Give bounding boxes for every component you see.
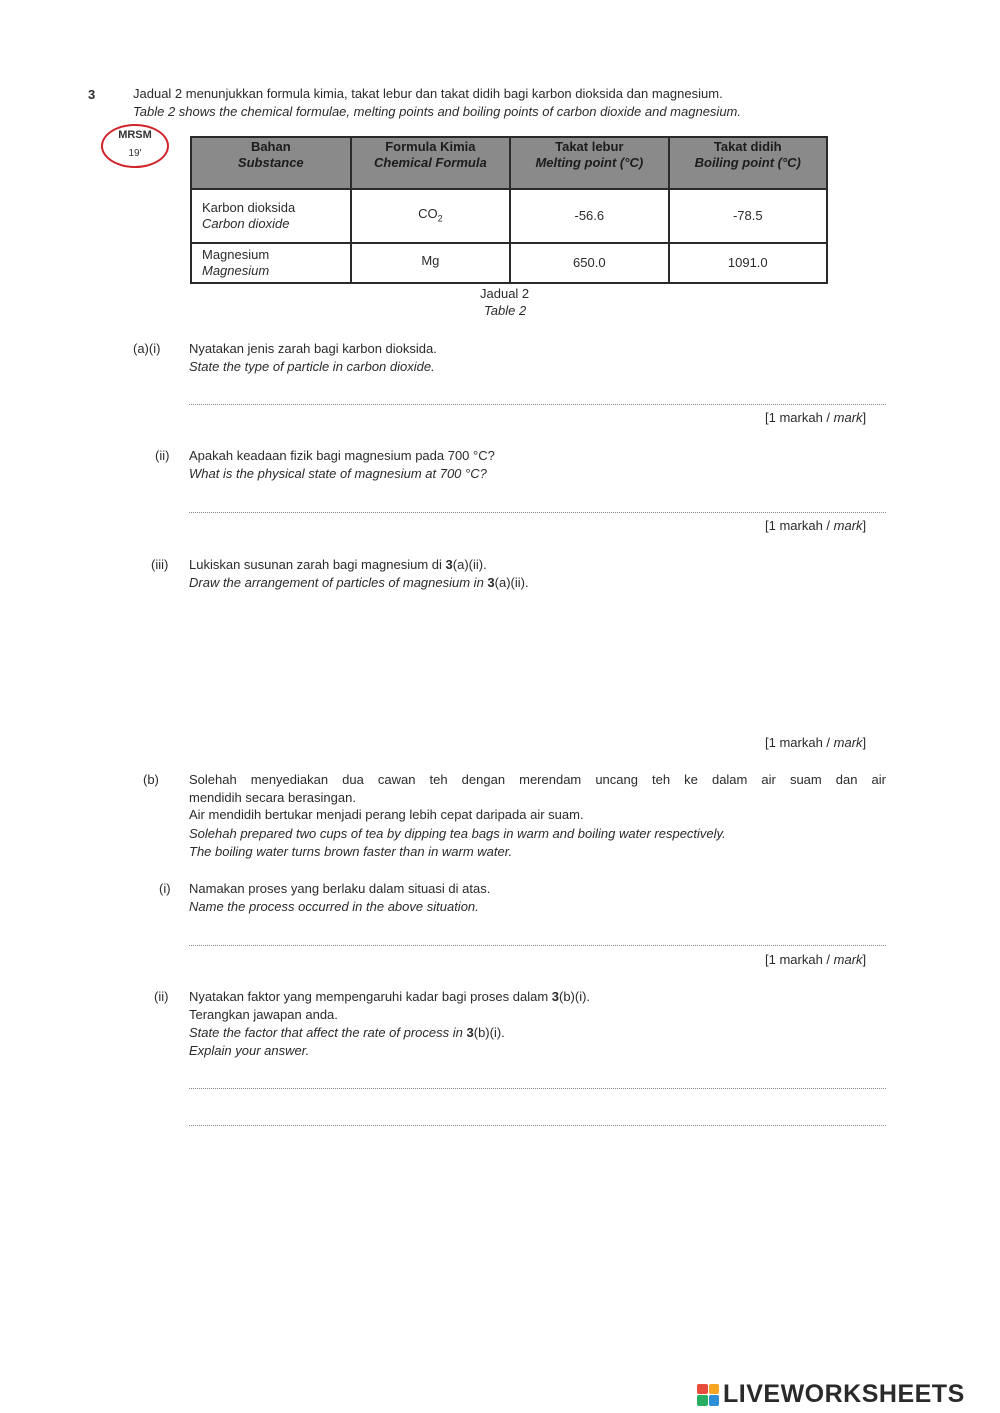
answer-line[interactable] (189, 1088, 886, 1089)
table-caption-ms: Jadual 2 (480, 286, 530, 301)
logo-square (709, 1395, 720, 1406)
mark-label: [1 markah / mark] (765, 735, 867, 750)
liveworksheets-logo (697, 1380, 965, 1409)
part-b-ii-en-line2: Explain your answer. (189, 1043, 310, 1058)
part-b-label: (b) (143, 772, 159, 787)
part-b-en-line1: Solehah prepared two cups of tea by dipping tea bags in warm and boiling water respectively. (189, 826, 726, 841)
part-a-iii-en: Draw the arrangement of particles of magnesium in 3(a)(ii). (189, 575, 529, 590)
drawing-area[interactable] (189, 600, 886, 725)
stamp-year: 19' (128, 148, 142, 159)
logo-square (709, 1384, 720, 1395)
table-header: Bahan Substance (191, 137, 351, 189)
table-header: Formula Kimia Chemical Formula (351, 137, 510, 189)
table-header: Takat lebur Melting point (°C) (510, 137, 668, 189)
table-cell-melting: 650.0 (510, 243, 668, 283)
logo-square (697, 1395, 708, 1406)
answer-line[interactable] (189, 945, 886, 946)
answer-line[interactable] (189, 1125, 886, 1126)
mark-label: [1 markah / mark] (765, 410, 867, 425)
data-table (190, 136, 828, 284)
mark-label: [1 markah / mark] (765, 518, 867, 533)
question-intro-en: Table 2 shows the chemical formulae, melting points and boiling points of carbon dioxide and magnesium. (133, 104, 741, 119)
logo-text: LIVEWORKSHEETS (723, 1380, 965, 1408)
question-number: 3 (88, 87, 96, 102)
table-cell-melting: -56.6 (510, 189, 668, 243)
table-cell-boiling: 1091.0 (669, 243, 827, 283)
part-a-ii-en: What is the physical state of magnesium at 700 °C? (189, 466, 487, 481)
table-cell-substance: Karbon dioksida Carbon dioxide (191, 189, 351, 243)
part-a-ii-ms: Apakah keadaan fizik bagi magnesium pada 700 °C? (189, 448, 495, 463)
logo-icon (697, 1384, 719, 1406)
part-b-ii-ms-line1: Nyatakan faktor yang mempengaruhi kadar bagi proses dalam 3(b)(i). (189, 989, 591, 1004)
table-row (191, 189, 827, 243)
part-b-ii-en-line1: State the factor that affect the rate of process in 3(b)(i). (189, 1025, 505, 1040)
part-a-iii-label: (iii) (151, 557, 169, 572)
part-b-ms-line1: Solehah menyediakan dua cawan teh dengan merendam uncang teh ke dalam air suam dan air (189, 772, 886, 787)
logo-square (697, 1384, 708, 1395)
table-header: Takat didih Boiling point (°C) (669, 137, 827, 189)
mrsm-stamp (101, 124, 169, 168)
table-row (191, 243, 827, 283)
answer-line[interactable] (189, 404, 886, 405)
part-a-i-label: (a)(i) (133, 341, 161, 356)
part-b-ms-line2: mendidih secara berasingan. (189, 790, 356, 805)
mark-label: [1 markah / mark] (765, 952, 867, 967)
table-caption-en: Table 2 (484, 303, 527, 318)
part-b-i-label: (i) (159, 881, 171, 896)
stamp-label: MRSM (118, 129, 152, 141)
table-cell-formula: $CO_2$ (351, 189, 510, 243)
part-b-i-ms: Namakan proses yang berlaku dalam situasi di atas. (189, 881, 491, 896)
table-cell-boiling: -78.5 (669, 189, 827, 243)
part-b-i-en: Name the process occurred in the above situation. (189, 899, 479, 914)
part-b-ms-line3: Air mendidih bertukar menjadi perang lebih cepat daripada air suam. (189, 807, 584, 822)
table-header-row (191, 137, 827, 189)
question-intro-ms: Jadual 2 menunjukkan formula kimia, takat lebur dan takat didih bagi karbon dioksida dan magnesium. (133, 86, 723, 101)
answer-line[interactable] (189, 512, 886, 513)
part-b-ii-label: (ii) (154, 989, 169, 1004)
table-cell-substance: Magnesium Magnesium (191, 243, 351, 283)
part-a-iii-ms: Lukiskan susunan zarah bagi magnesium di 3(a)(ii). (189, 557, 487, 572)
part-b-ii-ms-line2: Terangkan jawapan anda. (189, 1007, 338, 1022)
part-a-i-ms: Nyatakan jenis zarah bagi karbon dioksida. (189, 341, 437, 356)
part-a-i-en: State the type of particle in carbon dioxide. (189, 359, 435, 374)
part-b-en-line2: The boiling water turns brown faster than in warm water. (189, 844, 513, 859)
part-a-ii-label: (ii) (155, 448, 170, 463)
table-cell-formula: Mg (351, 243, 510, 283)
